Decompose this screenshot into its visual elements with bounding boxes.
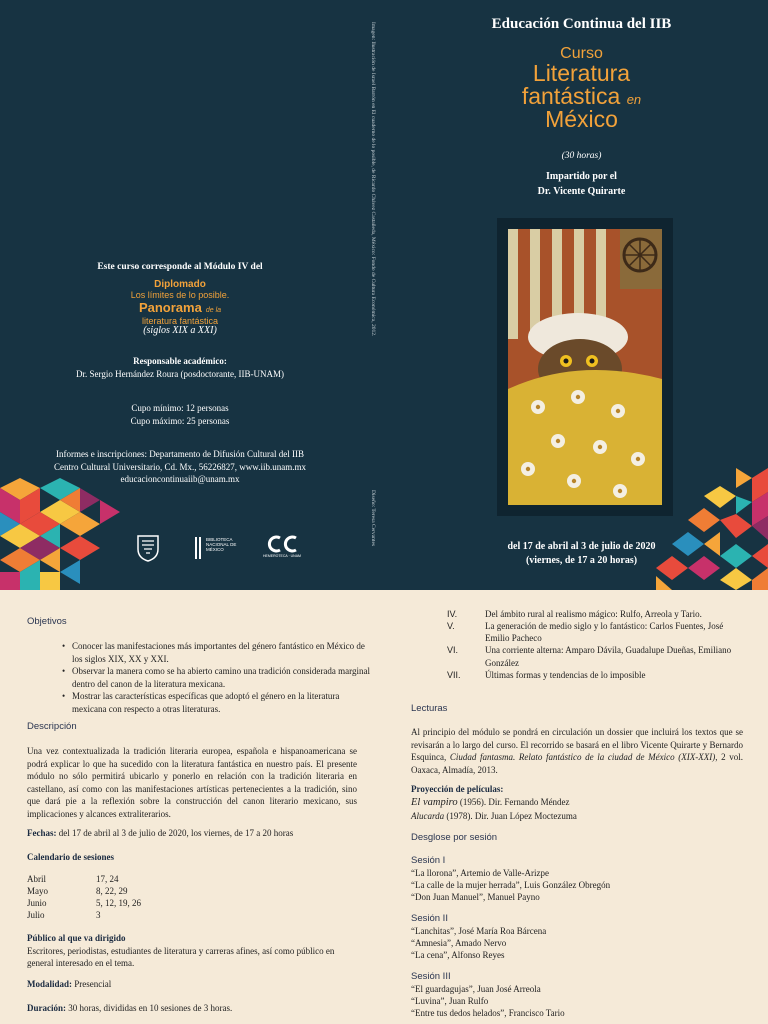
de-la-word: de la [205,306,222,314]
list-item: “La calle de la mujer herrada”, Luis González Obregón [411,880,611,891]
month-cell: Abril [27,874,46,884]
cupo-min: Cupo mínimo: 12 personas [131,403,229,413]
publico-text: Escritores, periodistas, estudiantes de literatura y carreras afines, así como público en general interesado en el tema. [27,945,335,969]
days-cell: 8, 22, 29 [96,886,128,897]
hemeroteca-logo [262,535,302,563]
course-hours: (30 horas) [561,151,602,161]
list-item: • Conocer las manifestaciones más importantes del género fantástico en México de los siglos XIX, XX y XXI. [60,640,370,665]
lecturas-text-a: Al principio del módulo se pondrá en circulación un dossier que incluirá los textos que se revisarán a lo largo del curso. El recorrido se basará en el libro Vicente Quirarte y Bernardo Esquinca, [411,727,743,763]
duracion-label: Duración: [27,1003,66,1013]
unam-seal-icon [134,533,162,563]
calendario-heading [27,851,357,864]
temario-text: Una corriente alterna: Amparo Dávila, Guadalupe Dueñas, Emiliano González [485,645,732,668]
literatura-fantastica-word: literatura fantástica [141,315,219,326]
days-cell: 5, 12, 19, 26 [96,898,141,909]
list-item: • Mostrar las características específicas que adoptó el género en la literatura mexicana con respecto a otras literaturas. [60,690,370,715]
fechas-label: Fechas: [27,828,57,838]
list-item: • Observar la manera como se ha abierto camino una tradición considerada marginal dentro del canon de la literatura mexicana. [60,665,370,690]
mosaic-decoration-right [656,468,768,590]
dates-line-2: (viernes, de 17 a 20 horas) [525,555,638,566]
list-item [411,810,743,823]
list-item: “El guardagujas”, Juan José Arreola [411,984,541,994]
sesion-3-heading: Sesión III [411,971,451,982]
siglos-range: (siglos XIX a XXI) [143,325,217,337]
image-credit: Imagen: Ilustración de Israel Barrón en El cuaderno de lo posible, de Ricardo Chávez Castañeda, México: Fondo de Cultura Económica, 2012. [370,22,376,337]
lecturas-book: Ciudad fantasma. Relato fantástico de la ciudad de México (XIX-XXI) [449,752,716,763]
info-block [0,448,360,486]
cover-left [0,0,360,590]
cupo-block [0,402,360,427]
design-credit: Diseño: Teresa Cervantes [370,490,376,547]
duracion-value: 30 horas, divididas en 10 sesiones de 3 horas. [66,1003,233,1013]
desglose-heading: Desglose por sesión [411,832,498,843]
title-line-3: México [545,106,618,132]
info-line-2[interactable]: Centro Cultural Universitario, Cd. Mx., 56226827, www.iib.unam.mx [54,461,306,472]
sesion-2-list [411,925,743,961]
list-item: “Entre tus dedos helados”, Francisco Tario [411,1008,565,1019]
days-cell: 3 [96,910,101,921]
bnm-logo-text: BIBLIOTECA NACIONAL DE MÉXICO [206,537,237,553]
objetivos-list [60,640,370,716]
bnm-logo [194,535,238,561]
instructor-name: Dr. Vicente Quirarte [537,185,626,197]
table-row [27,885,227,897]
list-item: “La cena”, Alfonso Reyes [411,950,505,961]
film-title: El vampiro [411,796,458,808]
temario-text: La generación de medio siglo y lo fantástico: Carlos Fuentes, José Emilio Pacheco [485,621,724,644]
cupo-max: Cupo máximo: 25 personas [130,415,230,426]
lecturas-heading: Lecturas [411,703,448,714]
cover-illustration [497,218,673,516]
list-item [447,669,747,681]
info-line-1: Informes e inscripciones: Departamento de Difusión Cultural del IIB [56,449,304,459]
impartido-label: Impartido por el [546,171,617,182]
list-item [447,620,747,644]
diplomado-sub: Los límites de lo posible. [130,289,230,300]
month-cell: Junio [27,898,47,909]
temario-list [447,608,747,681]
list-item: “Luvina”, Juan Rulfo [411,996,489,1007]
temario-num: VI. [447,645,459,656]
month-cell: Mayo [27,886,48,897]
table-row [27,897,227,909]
title-line-2: fantástica [521,83,621,109]
responsable-name: Dr. Sergio Hernández Roura (posdoctorante, IIB-UNAM) [75,369,285,380]
diplomado-word: Diplomado [154,279,206,290]
descripcion-text: Una vez contextualizada la tradición literaria europea, española e hispanoamericana se podrá explicar lo que ha sucedido con la literatura fantástica en nuestro país. El presente módulo no sólo permitirá ubicarlo y ponerlo en relación con la tradición literaria en castellano, así como con las manifestaciones artísticas pertenecientes a la tradición, sino que dará pie a la reflexión sobre la construcción del canon literario mexicano, sus implicaciones y alcances extraliterarios. [27,746,357,819]
fechas-line [27,827,357,840]
list-item [447,644,747,668]
responsable-label: Responsable académico: [133,356,227,366]
title-line-1: Literatura [532,60,631,86]
proyeccion-block [411,783,743,823]
sesion-1-list [411,867,743,903]
bnm-logo-icon [194,535,204,561]
credits-strip [362,0,384,590]
film-rest: (1956). Dir. Fernando Méndez [457,796,570,807]
list-item [411,796,743,811]
days-cell: 17, 24 [96,874,119,884]
descripcion-heading: Descripción [27,721,77,732]
logos-row [134,533,314,563]
duracion-line [27,1002,357,1015]
hemeroteca-logo-text: HEMEROTECA · UNAM [263,554,301,558]
temario-num: VII. [447,669,461,680]
publico-block [27,932,357,970]
table-row [27,909,227,921]
temario-num: V. [447,621,455,632]
lecturas-text-b: , 2 vol. Oaxaca, Almadía, 2013. [411,752,743,775]
table-row [27,873,227,885]
temario-text: Del ámbito rural al realismo mágico: Rulfo, Arreola y Tario. [485,609,702,619]
film-title: Alucarda [411,811,445,822]
publico-heading: Público al que va dirigido [27,933,126,943]
temario-num: IV. [447,609,458,619]
modalidad-label: Modalidad: [27,979,73,989]
month-cell: Julio [27,910,45,921]
instructor-block [395,170,768,199]
list-item: “Don Juan Manuel”, Manuel Payno [411,892,540,903]
illustration-image [508,229,662,505]
sesion-1-heading: Sesión I [411,855,446,866]
responsable-block [0,355,360,381]
info-email[interactable]: educacioncontinuaiib@unam.mx [120,474,240,485]
film-rest: (1978). Dir. Juan López Moctezuma [444,811,577,822]
sesion-2-heading: Sesión II [411,913,448,924]
objetivos-heading: Objetivos [27,616,67,627]
calendario-table [27,873,227,922]
list-item: “Amnesia”, Amado Nervo [411,938,507,949]
panorama-word: Panorama [138,299,202,315]
module-intro: Este curso corresponde al Módulo IV del [97,262,263,272]
modalidad-value: Presencial [72,979,112,989]
list-item: “Lanchitas”, José María Roa Bárcena [411,926,547,936]
course-title [395,46,768,131]
title-en: en [626,92,642,107]
temario-text: Últimas formas y tendencias de lo imposible [485,669,646,680]
proyeccion-heading: Proyección de películas: [411,784,504,794]
sesion-3-list [411,983,743,1019]
list-item: “La llorona”, Artemio de Valle-Arizpe [411,868,550,878]
calendario-heading-text: Calendario de sesiones [27,852,115,862]
edu-title: Educación Continua del IIB [491,16,672,32]
diplomado-logo [0,280,360,337]
curso-word: Curso [560,45,603,62]
dates-line-1: del 17 de abril al 3 de julio de 2020 [507,541,656,552]
fechas-value: del 17 de abril al 3 de julio de 2020, los viernes, de 17 a 20 horas [56,828,294,838]
hemeroteca-logo-icon [266,535,298,553]
modalidad-line [27,978,357,991]
list-item [447,608,747,620]
lecturas-text [411,726,743,776]
